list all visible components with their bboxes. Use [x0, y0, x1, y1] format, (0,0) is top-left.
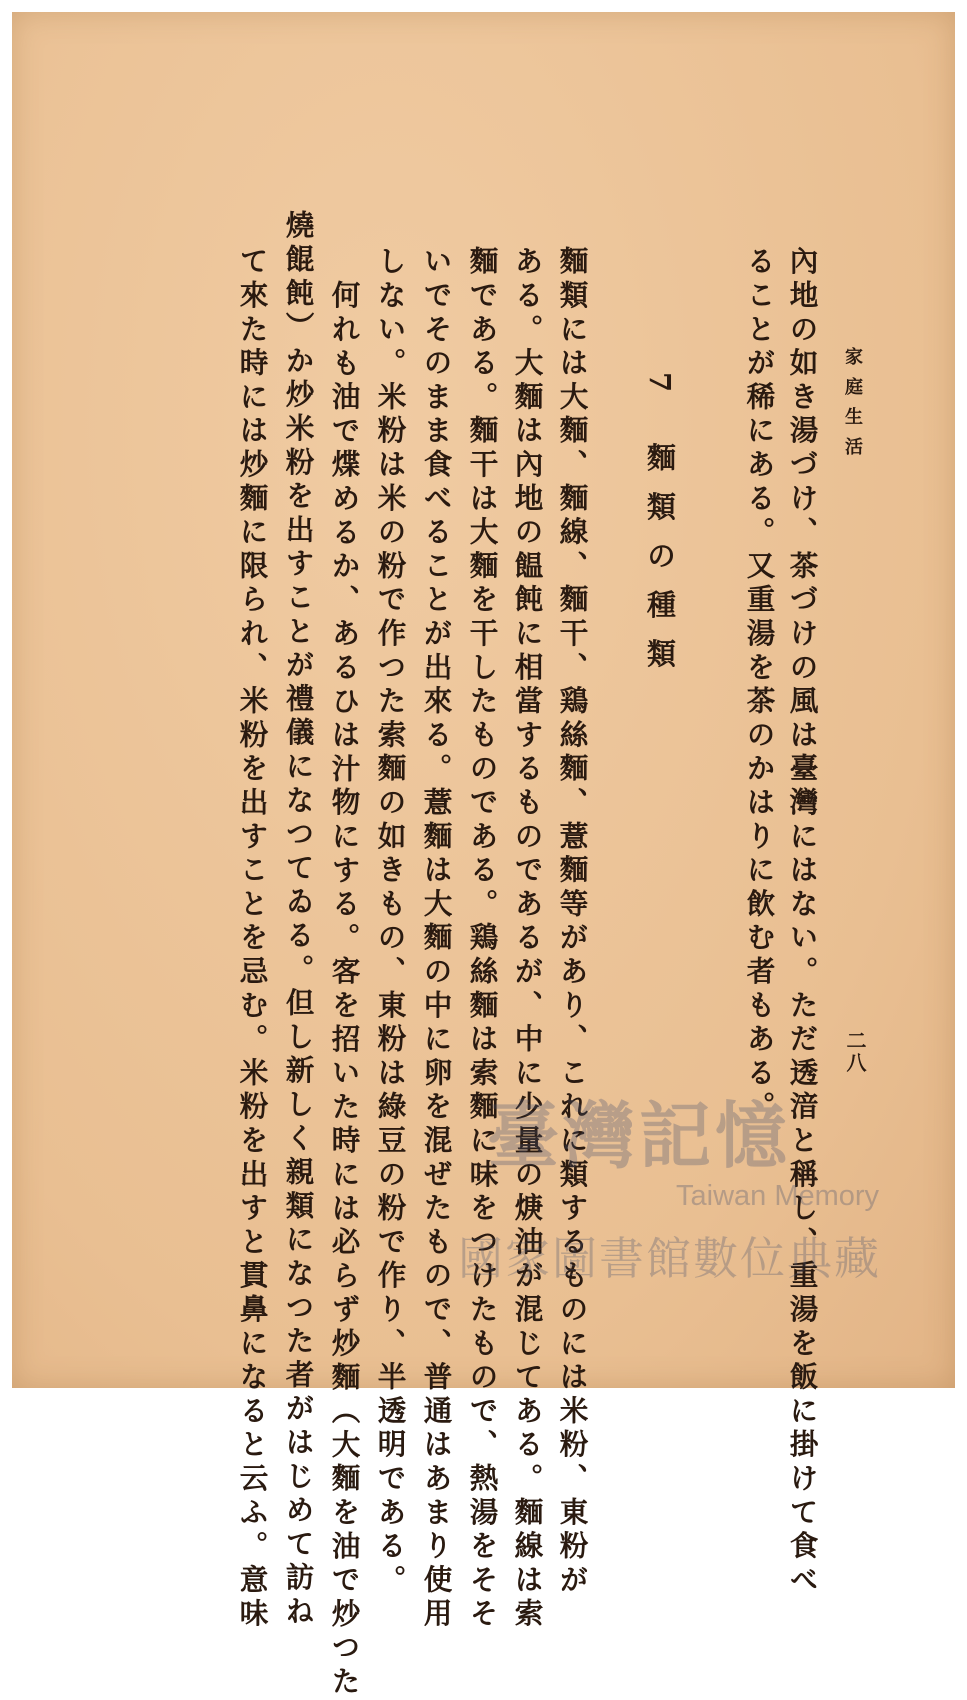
body-column-10: て來た時には炒麵に限られ、米粉を出すことを忌む。米粉を出すと貫鼻になると云ふ。意味 — [235, 246, 270, 1632]
body-column-3: 麵類には大麵、麵線、麵干、鶏絲麵、薏麵等があり、これに類するものには米粉、東粉が — [555, 246, 590, 1598]
section-title: 7 麵類の種類 — [643, 372, 677, 688]
watermark-library: 國家圖書館數位典藏 — [458, 1232, 882, 1285]
body-column-6: いでそのまま食べることが出來る。薏麵は大麵の中に卵を混ぜたもので、普通はあまり使用 — [419, 246, 454, 1632]
page-number: 二八 — [843, 1030, 867, 1074]
body-column-1: 內地の如き湯づけ、茶づけの風は臺灣にはない。ただ透湆と稱し、重湯を飯に掛けて食べ — [785, 246, 820, 1598]
running-head: 家庭生活 — [842, 347, 863, 467]
body-column-4: ある。大麵は內地の饂飩に相當するものであるが、中に少量の焿油が混じてある。麵線は索 — [510, 246, 545, 1632]
body-column-9: 燒餛飩）か炒米粉を出すことが禮儀になつてゐる。但し新しく親類になつた者がはじめて訪ね — [281, 210, 316, 1630]
watermark-subtitle: Taiwan Memory — [676, 1180, 880, 1212]
body-column-2: ることが稀にある。又重湯を茶のかはりに飲む者もある。 — [742, 246, 777, 1125]
watermark-title: 臺灣記憶 — [487, 1093, 792, 1178]
body-column-5: 麵である。麵干は大麵を干したものである。鶏絲麵は索麵に味をつけたもので、熱湯をそそ — [465, 246, 500, 1632]
body-column-7: しない。米粉は米の粉で作つた索麵の如きもの、東粉は綠豆の粉で作り、半透明である。 — [373, 246, 408, 1598]
body-column-8: 何れも油で煠めるか、あるひは汁物にする。客を招いた時には必らず炒麵（大麵を油で炒つた — [327, 280, 362, 1700]
